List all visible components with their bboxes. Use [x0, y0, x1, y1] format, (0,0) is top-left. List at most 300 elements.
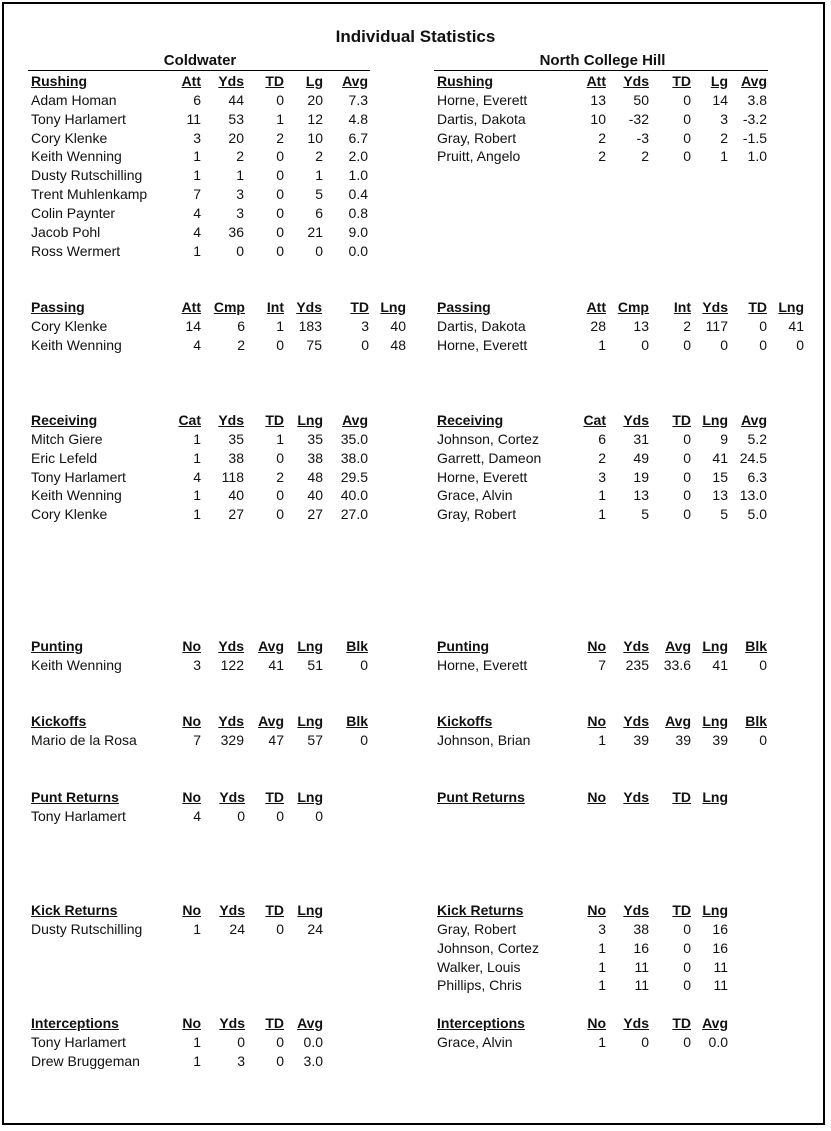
column-header: Yds — [219, 902, 245, 918]
column-header: TD — [265, 412, 284, 428]
player-name: Walker, Louis — [437, 958, 521, 975]
stat-value: 36 — [228, 223, 244, 240]
section-header: Passing — [437, 299, 491, 315]
stat-value: 0.0 — [348, 242, 368, 259]
stat-value: 3 — [236, 186, 244, 203]
stat-value: 35 — [228, 430, 244, 447]
stat-value: 3 — [598, 468, 606, 485]
stat-value: 6 — [315, 204, 323, 221]
column-header: Avg — [665, 713, 691, 729]
stat-value: 1 — [193, 430, 201, 447]
column-header: No — [587, 638, 606, 654]
column-header: Lg — [710, 73, 728, 89]
stat-value: 0 — [361, 336, 369, 353]
team-underline-home — [28, 70, 370, 71]
stat-value: -32 — [628, 110, 649, 127]
stat-value: 9 — [720, 430, 728, 447]
player-name: Keith Wenning — [31, 656, 122, 673]
stat-value: 0 — [641, 336, 649, 353]
column-header: TD — [672, 902, 691, 918]
stat-value: 13 — [590, 91, 606, 108]
column-header: Avg — [297, 1015, 323, 1031]
player-name: Gray, Robert — [437, 920, 517, 937]
column-header: Yds — [219, 789, 245, 805]
stat-value: 3 — [361, 317, 369, 334]
stat-value: 41 — [712, 449, 728, 466]
stat-value: 0 — [360, 731, 368, 748]
player-name: Horne, Everett — [437, 91, 528, 108]
column-header: Avg — [702, 1015, 728, 1031]
player-name: Mitch Giere — [31, 430, 103, 447]
section-header: Interceptions — [31, 1015, 119, 1031]
player-name: Cory Klenke — [31, 506, 108, 523]
section-header: Punting — [31, 638, 84, 654]
stat-value: 0 — [315, 242, 323, 259]
player-name: Horne, Everett — [437, 468, 528, 485]
column-header: Lng — [297, 902, 323, 918]
stat-value: 0 — [683, 91, 691, 108]
section-header: Kick Returns — [31, 902, 118, 918]
column-header: Blk — [745, 638, 767, 654]
stat-value: 1 — [598, 336, 606, 353]
stat-value: 1 — [598, 487, 606, 504]
section-header: Interceptions — [437, 1015, 525, 1031]
stat-value: 35.0 — [340, 430, 368, 447]
stat-value: 10 — [590, 110, 606, 127]
stat-value: 1 — [276, 317, 284, 334]
stat-value: 1 — [315, 167, 323, 184]
stat-value: 183 — [298, 317, 322, 334]
stat-value: 0 — [683, 468, 691, 485]
stat-value: 4 — [193, 468, 201, 485]
player-name: Dusty Rutschilling — [31, 167, 143, 184]
player-name: Tony Harlamert — [31, 1033, 126, 1050]
stat-value: 1 — [720, 148, 728, 165]
player-name: Horne, Everett — [437, 336, 528, 353]
stat-value: 24 — [229, 920, 245, 937]
column-header: Lng — [778, 299, 804, 315]
stat-value: 3 — [236, 204, 244, 221]
stat-value: 20 — [228, 129, 244, 146]
stat-value: 13 — [633, 487, 649, 504]
column-header: TD — [265, 789, 284, 805]
stat-value: 5 — [641, 506, 649, 523]
stat-value: 7.3 — [348, 91, 368, 108]
stat-value: 12 — [307, 110, 323, 127]
stat-value: 2 — [598, 148, 606, 165]
stat-value: 0 — [276, 91, 284, 108]
stat-value: 1 — [598, 506, 606, 523]
player-name: Phillips, Chris — [437, 977, 522, 994]
stat-value: 7 — [193, 731, 201, 748]
stat-value: 14 — [712, 91, 728, 108]
stat-value: 40 — [228, 487, 244, 504]
stat-value: 6 — [237, 317, 245, 334]
player-name: Horne, Everett — [437, 656, 528, 673]
stat-value: -1.5 — [742, 129, 767, 146]
team-name-away: North College Hill — [539, 52, 666, 69]
stat-value: 21 — [307, 223, 323, 240]
stat-value: 0.8 — [348, 204, 368, 221]
stat-value: 28 — [590, 317, 606, 334]
section-header: Rushing — [31, 73, 87, 89]
stat-value: 10 — [307, 129, 323, 146]
stat-value: 1 — [193, 1033, 201, 1050]
stat-value: 0 — [315, 807, 323, 824]
stat-value: 41 — [788, 317, 804, 334]
stat-value: 38 — [307, 449, 323, 466]
section-header: Punting — [437, 638, 490, 654]
stat-value: 13 — [712, 487, 728, 504]
column-header: Yds — [218, 638, 244, 654]
stat-value: 31 — [633, 430, 649, 447]
stat-value: 117 — [705, 317, 728, 334]
stat-value: 3.0 — [303, 1052, 323, 1069]
stat-value: 0 — [276, 506, 284, 523]
stat-value: 329 — [220, 731, 244, 748]
section-header: Kickoffs — [31, 713, 87, 729]
stat-value: 2 — [598, 449, 606, 466]
player-name: Tony Harlamert — [31, 110, 126, 127]
stat-value: 1 — [276, 430, 284, 447]
stat-value: 235 — [625, 656, 649, 673]
stat-value: 5.0 — [747, 506, 767, 523]
stat-value: 2 — [276, 468, 284, 485]
stat-value: 4 — [193, 204, 201, 221]
stat-value: 3 — [193, 129, 201, 146]
player-name: Colin Paynter — [31, 204, 116, 221]
column-header: Lng — [702, 638, 728, 654]
stat-value: 0 — [276, 1052, 284, 1069]
stat-value: 1 — [598, 1033, 606, 1050]
stat-value: 39 — [675, 731, 691, 748]
column-header: Lng — [297, 412, 323, 428]
column-header: Yds — [296, 299, 322, 315]
stat-value: 2 — [237, 336, 245, 353]
stat-value: 0 — [276, 807, 284, 824]
stat-value: 39 — [633, 731, 649, 748]
stat-value: 11 — [186, 110, 201, 127]
stat-value: 9.0 — [348, 223, 368, 240]
column-header: Att — [586, 73, 606, 89]
column-header: Yds — [623, 789, 649, 805]
column-header: Avg — [342, 412, 368, 428]
stat-value: 6 — [193, 91, 201, 108]
column-header: Yds — [623, 713, 649, 729]
stat-value: 1 — [193, 148, 201, 165]
stat-value: 35 — [307, 430, 323, 447]
player-name: Ross Wermert — [31, 242, 121, 259]
stat-value: 1 — [193, 167, 201, 184]
column-header: TD — [672, 73, 691, 89]
stat-value: 0 — [237, 1033, 245, 1050]
column-header: Avg — [342, 73, 368, 89]
stat-value: 0 — [237, 807, 245, 824]
stat-value: 40 — [390, 317, 406, 334]
player-name: Pruitt, Angelo — [437, 148, 521, 165]
player-name: Cory Klenke — [31, 129, 108, 146]
stat-value: 48 — [390, 336, 406, 353]
stat-value: 3 — [193, 656, 201, 673]
column-header: TD — [672, 1015, 691, 1031]
player-name: Johnson, Cortez — [437, 939, 539, 956]
player-name: Garrett, Dameon — [437, 449, 542, 466]
stat-value: 2 — [236, 148, 244, 165]
stat-value: 1 — [598, 939, 606, 956]
stat-value: 14 — [185, 317, 201, 334]
stat-value: 0 — [276, 167, 284, 184]
section-header: Punt Returns — [437, 789, 525, 805]
column-header: TD — [265, 1015, 284, 1031]
stat-value: 1 — [193, 920, 201, 937]
stat-value: 15 — [712, 468, 728, 485]
stat-value: 118 — [221, 468, 244, 485]
stat-value: 0 — [720, 336, 728, 353]
stat-value: 57 — [307, 731, 323, 748]
stat-value: 41 — [268, 656, 284, 673]
stat-value: 0.4 — [348, 186, 368, 203]
player-name: Tony Harlamert — [31, 468, 126, 485]
stat-value: 29.5 — [340, 468, 368, 485]
stat-value: 11 — [713, 958, 728, 975]
stat-value: 11 — [713, 977, 728, 994]
stat-value: 0 — [683, 506, 691, 523]
stat-value: 40.0 — [340, 487, 368, 504]
stat-value: 38.0 — [340, 449, 368, 466]
stat-value: 0 — [276, 920, 284, 937]
stat-value: 0 — [276, 204, 284, 221]
column-header: Lng — [380, 299, 406, 315]
stat-value: 1 — [598, 958, 606, 975]
section-header: Kick Returns — [437, 902, 524, 918]
player-name: Grace, Alvin — [437, 487, 513, 504]
stat-value: 53 — [228, 110, 244, 127]
column-header: No — [587, 713, 606, 729]
player-name: Drew Bruggeman — [31, 1052, 140, 1069]
stat-value: 0 — [276, 186, 284, 203]
player-name: Jacob Pohl — [31, 223, 101, 240]
column-header: Avg — [258, 713, 284, 729]
stat-value: 4 — [193, 807, 201, 824]
stat-value: 47 — [268, 731, 284, 748]
stat-value: 3 — [720, 110, 728, 127]
stat-value: 44 — [228, 91, 244, 108]
stat-value: 2 — [683, 317, 691, 334]
player-name: Mario de la Rosa — [31, 731, 137, 748]
column-header: TD — [265, 73, 284, 89]
page-title: Individual Statistics — [335, 27, 496, 46]
column-header: TD — [265, 902, 284, 918]
stat-value: 13 — [633, 317, 649, 334]
column-header: Yds — [219, 1015, 245, 1031]
column-header: Avg — [258, 638, 284, 654]
column-header: Yds — [623, 1015, 649, 1031]
column-header: Cat — [583, 412, 606, 428]
stat-value: 38 — [633, 920, 649, 937]
player-name: Johnson, Brian — [437, 731, 531, 748]
column-header: No — [182, 789, 201, 805]
column-header: Cat — [178, 412, 201, 428]
column-header: Yds — [623, 73, 649, 89]
section-header: Passing — [31, 299, 85, 315]
section-header: Punt Returns — [31, 789, 119, 805]
stat-value: 5 — [315, 186, 323, 203]
stat-value: 19 — [633, 468, 649, 485]
column-header: Int — [266, 299, 284, 315]
stat-value: 0 — [683, 487, 691, 504]
column-header: Avg — [741, 412, 767, 428]
stat-value: 40 — [307, 487, 323, 504]
stat-value: 11 — [634, 977, 649, 994]
stat-value: 41 — [712, 656, 728, 673]
player-name: Cory Klenke — [31, 317, 108, 334]
stat-value: 1 — [193, 449, 201, 466]
stat-value: 11 — [634, 958, 649, 975]
player-name: Trent Muhlenkamp — [31, 186, 148, 203]
stat-value: 51 — [307, 656, 323, 673]
stat-value: 7 — [598, 656, 606, 673]
stat-value: 48 — [307, 468, 323, 485]
column-header: Lng — [702, 789, 728, 805]
player-name: Eric Lefeld — [31, 449, 98, 466]
stat-value: -3.2 — [742, 110, 767, 127]
stat-value: 0 — [276, 449, 284, 466]
stat-value: 0.0 — [303, 1033, 323, 1050]
column-header: TD — [350, 299, 369, 315]
stat-value: 0 — [276, 223, 284, 240]
stat-value: 0 — [759, 317, 767, 334]
stat-value: 0 — [683, 977, 691, 994]
column-header: No — [587, 902, 606, 918]
stat-value: 24.5 — [739, 449, 767, 466]
column-header: Lng — [297, 638, 323, 654]
column-header: Avg — [741, 73, 767, 89]
column-header: Att — [181, 299, 201, 315]
column-header: Yds — [218, 73, 244, 89]
column-header: Lng — [702, 412, 728, 428]
section-header: Rushing — [437, 73, 493, 89]
column-header: Att — [181, 73, 201, 89]
stat-value: 38 — [228, 449, 244, 466]
column-header: No — [587, 1015, 606, 1031]
column-header: No — [182, 638, 201, 654]
stat-value: 5 — [720, 506, 728, 523]
stat-value: 0 — [683, 110, 691, 127]
stat-value: 16 — [712, 939, 728, 956]
player-name: Tony Harlamert — [31, 807, 126, 824]
stat-value: 0 — [276, 148, 284, 165]
team-underline-away — [434, 70, 768, 71]
stat-value: 0 — [360, 656, 368, 673]
stat-value: 0 — [276, 487, 284, 504]
stat-value: 5.2 — [747, 430, 767, 447]
stat-value: 1 — [193, 506, 201, 523]
stat-value: 2 — [720, 129, 728, 146]
stat-value: 27.0 — [340, 506, 368, 523]
stat-value: 1 — [276, 110, 284, 127]
player-name: Gray, Robert — [437, 129, 517, 146]
stat-value: 0 — [236, 242, 244, 259]
stat-value: 1 — [193, 1052, 201, 1069]
stat-value: 0 — [759, 731, 767, 748]
column-header: Yds — [623, 638, 649, 654]
column-header: Yds — [218, 412, 244, 428]
stat-value: 0 — [683, 958, 691, 975]
stat-value: 0 — [683, 920, 691, 937]
column-header: Lg — [305, 73, 323, 89]
stat-value: 75 — [306, 336, 322, 353]
column-header: Lng — [297, 789, 323, 805]
stat-value: 0 — [683, 148, 691, 165]
stat-value: 0 — [276, 1033, 284, 1050]
stat-value: 4.8 — [348, 110, 368, 127]
stat-value: 33.6 — [663, 656, 691, 673]
stat-value: 2 — [315, 148, 323, 165]
stat-value: 0 — [683, 1033, 691, 1050]
player-name: Grace, Alvin — [437, 1033, 513, 1050]
stat-value: 4 — [193, 336, 201, 353]
stat-value: 2 — [641, 148, 649, 165]
section-header: Kickoffs — [437, 713, 493, 729]
stat-value: 20 — [307, 91, 323, 108]
column-header: Lng — [702, 713, 728, 729]
player-name: Johnson, Cortez — [437, 430, 539, 447]
player-name: Dusty Rutschilling — [31, 920, 143, 937]
column-header: Cmp — [617, 299, 649, 315]
stat-value: 49 — [633, 449, 649, 466]
stat-value: 50 — [633, 91, 649, 108]
column-header: Yds — [623, 902, 649, 918]
stat-value: 2 — [276, 129, 284, 146]
section-header: Receiving — [437, 412, 504, 428]
column-header: Blk — [346, 638, 368, 654]
stat-value: 1.0 — [348, 167, 368, 184]
stat-value: 3 — [237, 1052, 245, 1069]
player-name: Adam Homan — [31, 91, 117, 108]
stat-value: 0 — [683, 129, 691, 146]
player-name: Dartis, Dakota — [437, 317, 526, 334]
column-header: Cmp — [213, 299, 245, 315]
stat-value: 39 — [712, 731, 728, 748]
player-name: Keith Wenning — [31, 487, 122, 504]
column-header: Att — [586, 299, 606, 315]
stat-value: 0 — [641, 1033, 649, 1050]
column-header: No — [182, 713, 201, 729]
column-header: TD — [748, 299, 767, 315]
stat-value: 13.0 — [739, 487, 767, 504]
stat-value: 4 — [193, 223, 201, 240]
column-header: Avg — [665, 638, 691, 654]
stat-value: 0 — [759, 336, 767, 353]
column-header: TD — [672, 412, 691, 428]
column-header: Blk — [346, 713, 368, 729]
stat-value: 0 — [759, 656, 767, 673]
stat-value: 1 — [598, 977, 606, 994]
stat-value: 1.0 — [747, 148, 767, 165]
column-header: Lng — [702, 902, 728, 918]
column-header: Yds — [218, 713, 244, 729]
stat-value: 7 — [193, 186, 201, 203]
player-name: Keith Wenning — [31, 148, 122, 165]
column-header: Lng — [297, 713, 323, 729]
stat-value: 1 — [598, 731, 606, 748]
stat-value: 3 — [598, 920, 606, 937]
player-name: Dartis, Dakota — [437, 110, 526, 127]
stat-value: 1 — [193, 487, 201, 504]
column-header: No — [182, 1015, 201, 1031]
stat-value: 2 — [598, 129, 606, 146]
stat-value: 0 — [683, 336, 691, 353]
